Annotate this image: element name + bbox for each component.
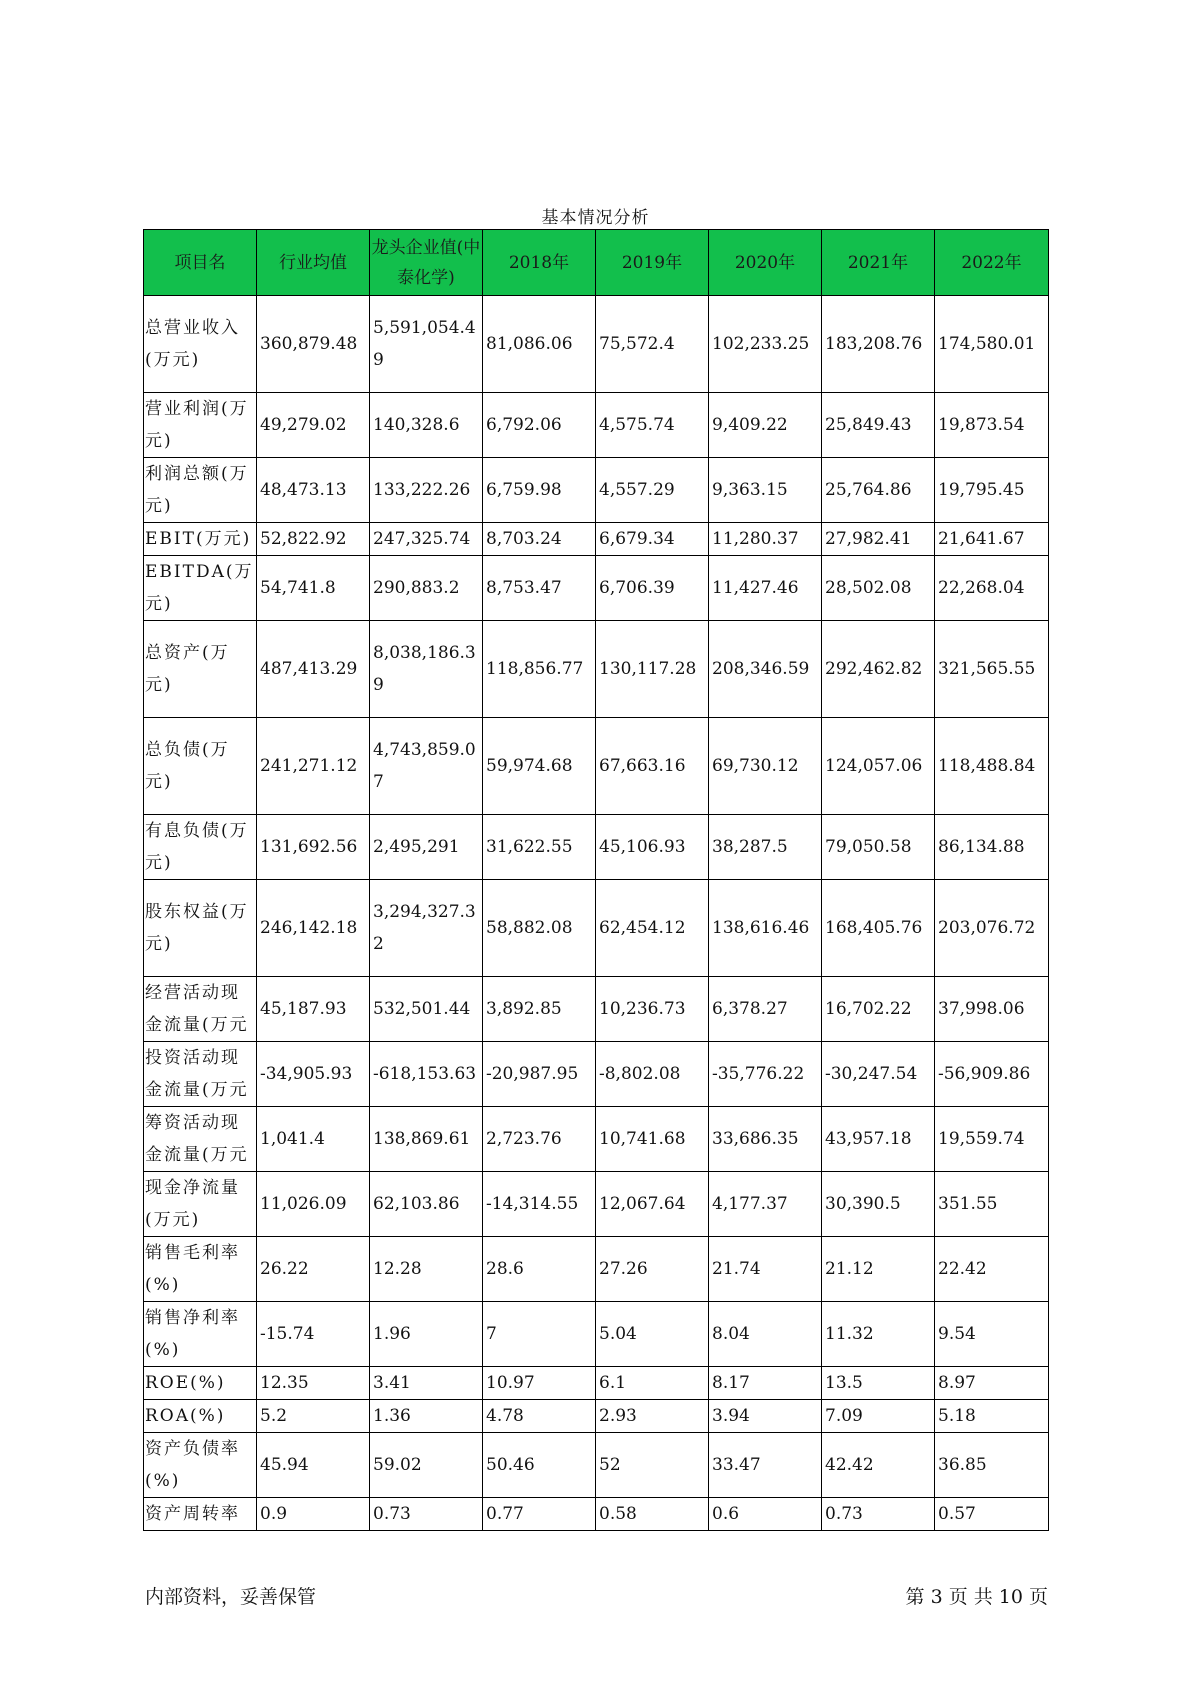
table-cell: 86,134.88	[935, 815, 1049, 880]
table-cell: 138,869.61	[370, 1107, 483, 1172]
table-cell: 58,882.08	[483, 880, 596, 977]
row-label: 股东权益(万元)	[144, 880, 257, 977]
table-cell: -35,776.22	[709, 1042, 822, 1107]
table-cell: 59.02	[370, 1433, 483, 1498]
table-cell: 3.94	[709, 1400, 822, 1433]
row-label: 总营业收入(万元)	[144, 296, 257, 393]
table-cell: -56,909.86	[935, 1042, 1049, 1107]
table-cell: 62,454.12	[596, 880, 709, 977]
table-cell: 2.93	[596, 1400, 709, 1433]
table-cell: 8.97	[935, 1367, 1049, 1400]
row-label: 总资产(万元)	[144, 621, 257, 718]
table-cell: 4,177.37	[709, 1172, 822, 1237]
footer-page-number: 第 3 页 共 10 页	[905, 1586, 1048, 1608]
table-row	[144, 393, 1049, 458]
table-row	[144, 1498, 1049, 1531]
table-cell: 21.12	[822, 1237, 935, 1302]
table-cell: 5.2	[257, 1400, 370, 1433]
table-cell: 11,427.46	[709, 556, 822, 621]
header-row	[144, 230, 1049, 296]
table-cell: 9,409.22	[709, 393, 822, 458]
table-cell: 45,187.93	[257, 977, 370, 1042]
table-cell: 247,325.74	[370, 523, 483, 556]
table-cell: 487,413.29	[257, 621, 370, 718]
table-title: 基本情况分析	[541, 208, 650, 228]
table-cell: 12,067.64	[596, 1172, 709, 1237]
table-cell: 532,501.44	[370, 977, 483, 1042]
table-cell: 59,974.68	[483, 718, 596, 815]
header-2021: 2021年	[822, 230, 935, 296]
table-cell: 38,287.5	[709, 815, 822, 880]
table-cell: 16,702.22	[822, 977, 935, 1042]
table-row	[144, 458, 1049, 523]
row-label: 营业利润(万元)	[144, 393, 257, 458]
table-cell: 138,616.46	[709, 880, 822, 977]
table-cell: 183,208.76	[822, 296, 935, 393]
row-label: 有息负债(万元)	[144, 815, 257, 880]
table-cell: 6,706.39	[596, 556, 709, 621]
row-label: ROE(%)	[144, 1367, 257, 1400]
table-cell: 19,873.54	[935, 393, 1049, 458]
table-cell: 10,741.68	[596, 1107, 709, 1172]
table-cell: 52,822.92	[257, 523, 370, 556]
table-cell: 8.04	[709, 1302, 822, 1367]
table-cell: 25,849.43	[822, 393, 935, 458]
table-cell: 5,591,054.49	[370, 296, 483, 393]
table-cell: 54,741.8	[257, 556, 370, 621]
table-cell: 75,572.4	[596, 296, 709, 393]
table-cell: 203,076.72	[935, 880, 1049, 977]
table-cell: 130,117.28	[596, 621, 709, 718]
table-cell: 7	[483, 1302, 596, 1367]
table-row	[144, 556, 1049, 621]
table-cell: 19,559.74	[935, 1107, 1049, 1172]
table-cell: 11.32	[822, 1302, 935, 1367]
row-label: 经营活动现金流量(万元	[144, 977, 257, 1042]
table-cell: -618,153.63	[370, 1042, 483, 1107]
table-cell: -8,802.08	[596, 1042, 709, 1107]
table-cell: 1.96	[370, 1302, 483, 1367]
table-cell: 4,557.29	[596, 458, 709, 523]
table-row	[144, 718, 1049, 815]
table-cell: 26.22	[257, 1237, 370, 1302]
table-cell: 0.58	[596, 1498, 709, 1531]
row-label: 现金净流量(万元)	[144, 1172, 257, 1237]
table-cell: 6,792.06	[483, 393, 596, 458]
table-cell: 1.36	[370, 1400, 483, 1433]
table-cell: 292,462.82	[822, 621, 935, 718]
row-label: ROA(%)	[144, 1400, 257, 1433]
table-row	[144, 1107, 1049, 1172]
table-row	[144, 1433, 1049, 1498]
table-cell: 351.55	[935, 1172, 1049, 1237]
table-cell: 168,405.76	[822, 880, 935, 977]
table-row	[144, 815, 1049, 880]
table-cell: 28.6	[483, 1237, 596, 1302]
table-row	[144, 621, 1049, 718]
table-cell: 49,279.02	[257, 393, 370, 458]
table-cell: 133,222.26	[370, 458, 483, 523]
table-cell: 8.17	[709, 1367, 822, 1400]
table-cell: 6.1	[596, 1367, 709, 1400]
table-cell: 19,795.45	[935, 458, 1049, 523]
table-cell: 22,268.04	[935, 556, 1049, 621]
table-cell: 0.73	[822, 1498, 935, 1531]
table-row	[144, 880, 1049, 977]
table-cell: 208,346.59	[709, 621, 822, 718]
table-cell: 118,488.84	[935, 718, 1049, 815]
table-cell: 5.18	[935, 1400, 1049, 1433]
row-label: 利润总额(万元)	[144, 458, 257, 523]
table-row	[144, 1042, 1049, 1107]
table-cell: 21,641.67	[935, 523, 1049, 556]
table-row	[144, 977, 1049, 1042]
table-cell: 0.77	[483, 1498, 596, 1531]
table-cell: 22.42	[935, 1237, 1049, 1302]
table-cell: 25,764.86	[822, 458, 935, 523]
table-cell: 124,057.06	[822, 718, 935, 815]
table-cell: 81,086.06	[483, 296, 596, 393]
table-cell: 30,390.5	[822, 1172, 935, 1237]
table-cell: 33,686.35	[709, 1107, 822, 1172]
table-cell: 13.5	[822, 1367, 935, 1400]
table-row	[144, 1400, 1049, 1433]
header-2020: 2020年	[709, 230, 822, 296]
table-cell: 8,703.24	[483, 523, 596, 556]
table-cell: 6,378.27	[709, 977, 822, 1042]
table-cell: 11,026.09	[257, 1172, 370, 1237]
table-cell: 102,233.25	[709, 296, 822, 393]
footer-confidential-note: 内部资料，妥善保管	[145, 1586, 317, 1608]
table-cell: 12.35	[257, 1367, 370, 1400]
table-cell: 27,982.41	[822, 523, 935, 556]
table-row	[144, 1237, 1049, 1302]
table-cell: 62,103.86	[370, 1172, 483, 1237]
table-cell: 4,743,859.07	[370, 718, 483, 815]
table-row	[144, 523, 1049, 556]
table-cell: -15.74	[257, 1302, 370, 1367]
table-cell: 28,502.08	[822, 556, 935, 621]
table-cell: 33.47	[709, 1433, 822, 1498]
header-industry-avg: 行业均值	[257, 230, 370, 296]
row-label: EBITDA(万元)	[144, 556, 257, 621]
table-cell: 9,363.15	[709, 458, 822, 523]
table-cell: 241,271.12	[257, 718, 370, 815]
table-cell: 1,041.4	[257, 1107, 370, 1172]
header-item: 项目名	[144, 230, 257, 296]
table-cell: 50.46	[483, 1433, 596, 1498]
table-cell: 10.97	[483, 1367, 596, 1400]
row-label: 销售净利率(%)	[144, 1302, 257, 1367]
table-cell: 12.28	[370, 1237, 483, 1302]
table-cell: 290,883.2	[370, 556, 483, 621]
table-cell: 48,473.13	[257, 458, 370, 523]
row-label: 总负债(万元)	[144, 718, 257, 815]
table-cell: 246,142.18	[257, 880, 370, 977]
table-cell: 37,998.06	[935, 977, 1049, 1042]
table-row	[144, 1367, 1049, 1400]
row-label: 销售毛利率(%)	[144, 1237, 257, 1302]
table-cell: 79,050.58	[822, 815, 935, 880]
header-2019: 2019年	[596, 230, 709, 296]
table-cell: 3.41	[370, 1367, 483, 1400]
row-label: 资产负债率(%)	[144, 1433, 257, 1498]
table-cell: 11,280.37	[709, 523, 822, 556]
table-cell: 4.78	[483, 1400, 596, 1433]
table-cell: 31,622.55	[483, 815, 596, 880]
table-cell: 45.94	[257, 1433, 370, 1498]
table-cell: -30,247.54	[822, 1042, 935, 1107]
table-cell: 7.09	[822, 1400, 935, 1433]
table-cell: 3,892.85	[483, 977, 596, 1042]
table-cell: 45,106.93	[596, 815, 709, 880]
table-cell: 0.9	[257, 1498, 370, 1531]
table-cell: 10,236.73	[596, 977, 709, 1042]
table-cell: 118,856.77	[483, 621, 596, 718]
table-cell: 6,759.98	[483, 458, 596, 523]
row-label: 筹资活动现金流量(万元	[144, 1107, 257, 1172]
table-cell: -34,905.93	[257, 1042, 370, 1107]
header-2018: 2018年	[483, 230, 596, 296]
row-label: EBIT(万元)	[144, 523, 257, 556]
table-row	[144, 1302, 1049, 1367]
table-cell: 2,723.76	[483, 1107, 596, 1172]
table-cell: 36.85	[935, 1433, 1049, 1498]
table-cell: 69,730.12	[709, 718, 822, 815]
table-cell: 3,294,327.32	[370, 880, 483, 977]
header-leader: 龙头企业值(中泰化学)	[370, 230, 483, 296]
header-2022: 2022年	[935, 230, 1049, 296]
row-label: 投资活动现金流量(万元	[144, 1042, 257, 1107]
table-cell: 131,692.56	[257, 815, 370, 880]
table-row	[144, 1172, 1049, 1237]
table-cell: 321,565.55	[935, 621, 1049, 718]
table-cell: 8,753.47	[483, 556, 596, 621]
table-cell: 52	[596, 1433, 709, 1498]
table-cell: 6,679.34	[596, 523, 709, 556]
table-cell: 0.6	[709, 1498, 822, 1531]
table-cell: -14,314.55	[483, 1172, 596, 1237]
table-cell: 5.04	[596, 1302, 709, 1367]
table-cell: 21.74	[709, 1237, 822, 1302]
table-cell: 8,038,186.39	[370, 621, 483, 718]
table-cell: 360,879.48	[257, 296, 370, 393]
table-cell: 4,575.74	[596, 393, 709, 458]
table-cell: 140,328.6	[370, 393, 483, 458]
table-cell: 2,495,291	[370, 815, 483, 880]
table-row	[144, 296, 1049, 393]
table-cell: 174,580.01	[935, 296, 1049, 393]
table-cell: 42.42	[822, 1433, 935, 1498]
row-label: 资产周转率	[144, 1498, 257, 1531]
table-cell: 67,663.16	[596, 718, 709, 815]
table-cell: 9.54	[935, 1302, 1049, 1367]
table-cell: 0.73	[370, 1498, 483, 1531]
table-cell: -20,987.95	[483, 1042, 596, 1107]
table-cell: 27.26	[596, 1237, 709, 1302]
table-cell: 0.57	[935, 1498, 1049, 1531]
table-cell: 43,957.18	[822, 1107, 935, 1172]
analysis-table	[143, 229, 1049, 1531]
